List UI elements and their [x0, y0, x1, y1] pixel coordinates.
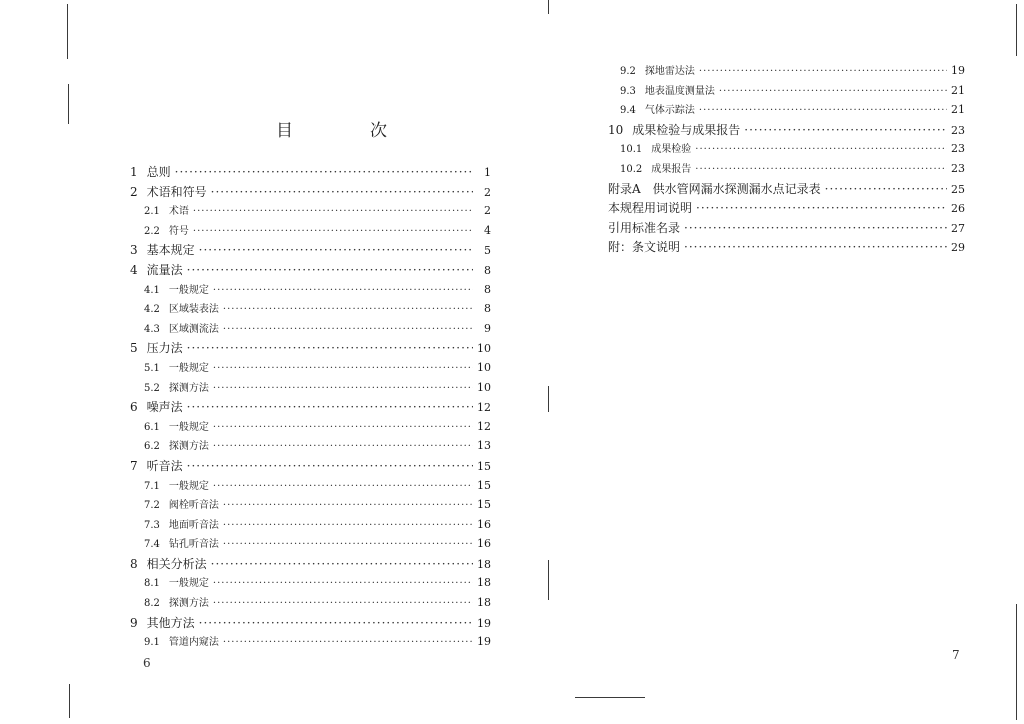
toc-entry-title: 引用标准名录 [608, 220, 681, 235]
toc-entry-page: 13 [477, 439, 491, 453]
toc-entry [130, 300, 491, 320]
toc-entry-number: 4 [130, 262, 138, 277]
toc-entry-title: 探测方法 [168, 441, 209, 453]
toc-entry [130, 281, 491, 301]
toc-entry-number: 4.3 [144, 323, 160, 335]
toc-entry-page: 19 [477, 616, 491, 630]
scan-edge-line [1016, 604, 1017, 720]
toc-entry-title: 基本规定 [146, 243, 195, 258]
toc-entry [608, 238, 965, 258]
toc-entry [130, 359, 491, 379]
toc-entry-page: 2 [484, 185, 491, 199]
toc-entry-title: 区域测流法 [168, 323, 219, 335]
toc-entry-number: 8 [130, 556, 138, 571]
toc-entry-number: 5 [130, 341, 138, 356]
toc-entry-number: 7.4 [144, 539, 160, 551]
toc-entry-page: 25 [951, 182, 965, 196]
dot-leader [695, 164, 947, 175]
toc-entry [130, 222, 491, 242]
toc-entry-title: 成果报告 [651, 163, 692, 175]
dot-leader [223, 520, 473, 531]
dot-leader [699, 66, 947, 77]
toc-entry-title: 探测方法 [168, 382, 209, 394]
toc-entry-title: 压力法 [146, 341, 183, 356]
dot-leader [187, 341, 473, 355]
toc-entry-title: 术语和符号 [146, 184, 207, 199]
toc-entry-title: 相关分析法 [146, 556, 207, 571]
toc-entry [130, 594, 491, 614]
toc-entry-number: 10 [608, 122, 624, 137]
dot-leader [699, 105, 947, 116]
toc-entry [130, 437, 491, 457]
toc-entry-page: 23 [951, 123, 965, 137]
toc-entry-number: 4.1 [144, 284, 160, 296]
toc-right-column [608, 62, 965, 258]
toc-entry-number: 9.4 [620, 105, 636, 117]
toc-entry-page: 9 [484, 321, 491, 335]
toc-entry-title: 听音法 [146, 458, 183, 473]
right-page-number: 7 [952, 648, 960, 662]
dot-leader [223, 304, 473, 315]
toc-entry-page: 1 [484, 166, 491, 179]
toc-entry [130, 418, 491, 438]
dot-leader [213, 441, 473, 452]
toc-entry-number: 2.1 [144, 206, 160, 218]
toc-entry [608, 140, 965, 160]
dot-leader [187, 263, 473, 277]
scan-edge-line [548, 560, 549, 600]
toc-entry-page: 8 [484, 282, 491, 296]
toc-entry-title: 一般规定 [168, 421, 209, 433]
dot-leader [193, 206, 473, 217]
dot-leader [211, 557, 473, 571]
toc-entry-page: 19 [951, 64, 965, 77]
scan-edge-line [68, 84, 69, 124]
dot-leader [744, 123, 947, 137]
toc-entry-page: 5 [484, 244, 491, 258]
toc-entry-number: 6.1 [144, 421, 160, 433]
left-page-number: 6 [143, 656, 151, 670]
toc-entry [130, 633, 491, 653]
toc-entry [130, 516, 491, 536]
dot-leader [213, 481, 473, 492]
toc-entry-number: 8.2 [144, 598, 160, 610]
toc-left-column [130, 163, 491, 653]
toc-entry [608, 199, 965, 219]
toc-entry [130, 183, 491, 203]
toc-entry-page: 8 [484, 263, 491, 277]
dot-leader [825, 182, 947, 196]
toc-entry-page: 2 [484, 204, 491, 218]
dot-leader [199, 243, 473, 257]
toc-entry-title: 噪声法 [146, 400, 183, 415]
toc-entry-title: 地表温度测量法 [644, 85, 715, 97]
toc-entry-title: 管道内窥法 [168, 637, 219, 649]
toc-entry-page: 21 [951, 103, 965, 117]
toc-entry-title: 术语 [168, 206, 189, 218]
toc-entry [130, 261, 491, 281]
toc-entry-page: 18 [477, 557, 491, 571]
toc-entry [130, 574, 491, 594]
dot-leader [684, 221, 947, 235]
toc-entry-title: 符号 [168, 225, 189, 237]
dot-leader [223, 539, 473, 550]
toc-entry-page: 10 [477, 360, 491, 374]
dot-leader [211, 185, 473, 199]
toc-entry-number: 6.2 [144, 441, 160, 453]
toc-entry-title: 成果检验 [651, 144, 692, 156]
toc-entry-page: 18 [477, 596, 491, 610]
dot-leader [213, 285, 473, 296]
toc-entry-title: 区域装表法 [168, 304, 219, 316]
dot-leader [187, 459, 473, 473]
toc-entry-number: 6 [130, 400, 138, 415]
toc-entry-title: 阀栓听音法 [168, 500, 219, 512]
toc-entry-number: 9.2 [620, 66, 636, 77]
toc-entry-page: 8 [484, 302, 491, 316]
toc-entry-title: 本规程用词说明 [608, 201, 693, 216]
toc-entry [130, 379, 491, 399]
toc-entry [608, 82, 965, 102]
toc-entry [130, 163, 491, 183]
dot-leader [695, 144, 947, 155]
toc-entry [130, 457, 491, 477]
toc-entry [608, 219, 965, 239]
toc-entry-page: 23 [951, 142, 965, 156]
toc-entry-page: 15 [477, 498, 491, 512]
dot-leader [223, 637, 473, 648]
page-title: 目 次 [276, 121, 417, 141]
dot-leader [175, 165, 473, 179]
toc-entry-number: 3 [130, 243, 138, 258]
toc-entry-number: 10.1 [620, 144, 643, 156]
dot-leader [696, 201, 947, 215]
toc-entry-page: 12 [477, 401, 491, 415]
toc-entry-title: 一般规定 [168, 480, 209, 492]
toc-entry-number: 9.3 [620, 85, 636, 97]
toc-entry-number: 4.2 [144, 304, 160, 316]
toc-entry-title: 钻孔听音法 [168, 539, 219, 551]
scan-edge-line [67, 4, 68, 59]
dot-leader [213, 578, 473, 589]
toc-entry-number: 5.2 [144, 382, 160, 394]
toc-entry-page: 21 [951, 83, 965, 97]
toc-entry-title: 成果检验与成果报告 [632, 122, 741, 137]
toc-entry [608, 121, 965, 141]
toc-entry-number: 2 [130, 184, 138, 199]
scan-edge-line [575, 697, 645, 698]
toc-entry [130, 339, 491, 359]
toc-entry-page: 12 [477, 419, 491, 433]
toc-entry-title: 附：条文说明 [608, 240, 681, 255]
toc-entry-title: 一般规定 [168, 578, 209, 590]
toc-entry-title: 一般规定 [168, 362, 209, 374]
toc-entry-number: 2.2 [144, 225, 160, 237]
toc-entry-number: 8.1 [144, 578, 160, 590]
toc-entry-title: 探地雷达法 [644, 66, 695, 77]
toc-entry-number: 7 [130, 458, 138, 473]
dot-leader [719, 86, 947, 97]
scan-edge-line [548, 0, 549, 14]
dot-leader [193, 226, 473, 237]
toc-entry-page: 10 [477, 380, 491, 394]
toc-entry-page: 18 [477, 576, 491, 590]
toc-entry [608, 101, 965, 121]
toc-entry [608, 62, 965, 82]
toc-entry [608, 160, 965, 180]
dot-leader [199, 616, 473, 630]
toc-entry-title: 流量法 [146, 262, 183, 277]
dot-leader [213, 422, 473, 433]
toc-entry-page: 19 [477, 635, 491, 649]
toc-entry-number: 5.1 [144, 362, 160, 374]
dot-leader [187, 400, 473, 414]
scan-edge-line [69, 684, 70, 718]
dot-leader [213, 363, 473, 374]
toc-entry-number: 7.2 [144, 500, 160, 512]
dot-leader [223, 500, 473, 511]
toc-entry-number: 7.1 [144, 480, 160, 492]
toc-entry [130, 614, 491, 634]
toc-entry-page: 4 [484, 223, 491, 237]
toc-entry [130, 241, 491, 261]
toc-entry-title: 总则 [146, 165, 171, 179]
toc-entry [130, 535, 491, 555]
toc-entry-title: 探测方法 [168, 598, 209, 610]
toc-entry-title: 地面听音法 [168, 519, 219, 531]
toc-entry-page: 27 [951, 221, 965, 235]
toc-entry [130, 202, 491, 222]
toc-entry [130, 477, 491, 497]
dot-leader [213, 598, 473, 609]
toc-entry-number: 9 [130, 615, 138, 630]
toc-entry-page: 16 [477, 537, 491, 551]
toc-entry-number: 7.3 [144, 519, 160, 531]
toc-entry-title: 附录A 供水管网漏水探测漏水点记录表 [608, 181, 821, 196]
toc-entry [130, 496, 491, 516]
dot-leader [223, 324, 473, 335]
toc-entry-title: 气体示踪法 [644, 105, 695, 117]
toc-entry-page: 15 [477, 459, 491, 473]
dot-leader [684, 240, 947, 254]
toc-entry-number: 1 [130, 165, 138, 179]
toc-entry [130, 555, 491, 575]
toc-entry [608, 180, 965, 200]
toc-entry-title: 其他方法 [146, 615, 195, 630]
toc-entry-page: 15 [477, 478, 491, 492]
toc-entry [130, 320, 491, 340]
toc-entry [130, 398, 491, 418]
toc-entry-number: 9.1 [144, 637, 160, 649]
toc-entry-page: 29 [951, 241, 965, 255]
toc-entry-number: 10.2 [620, 163, 643, 175]
scan-edge-line [548, 386, 549, 412]
toc-entry-page: 26 [951, 202, 965, 216]
scan-edge-line [1016, 4, 1017, 56]
toc-entry-title: 一般规定 [168, 284, 209, 296]
toc-entry-page: 10 [477, 342, 491, 356]
dot-leader [213, 383, 473, 394]
toc-entry-page: 23 [951, 161, 965, 175]
toc-entry-page: 16 [477, 517, 491, 531]
